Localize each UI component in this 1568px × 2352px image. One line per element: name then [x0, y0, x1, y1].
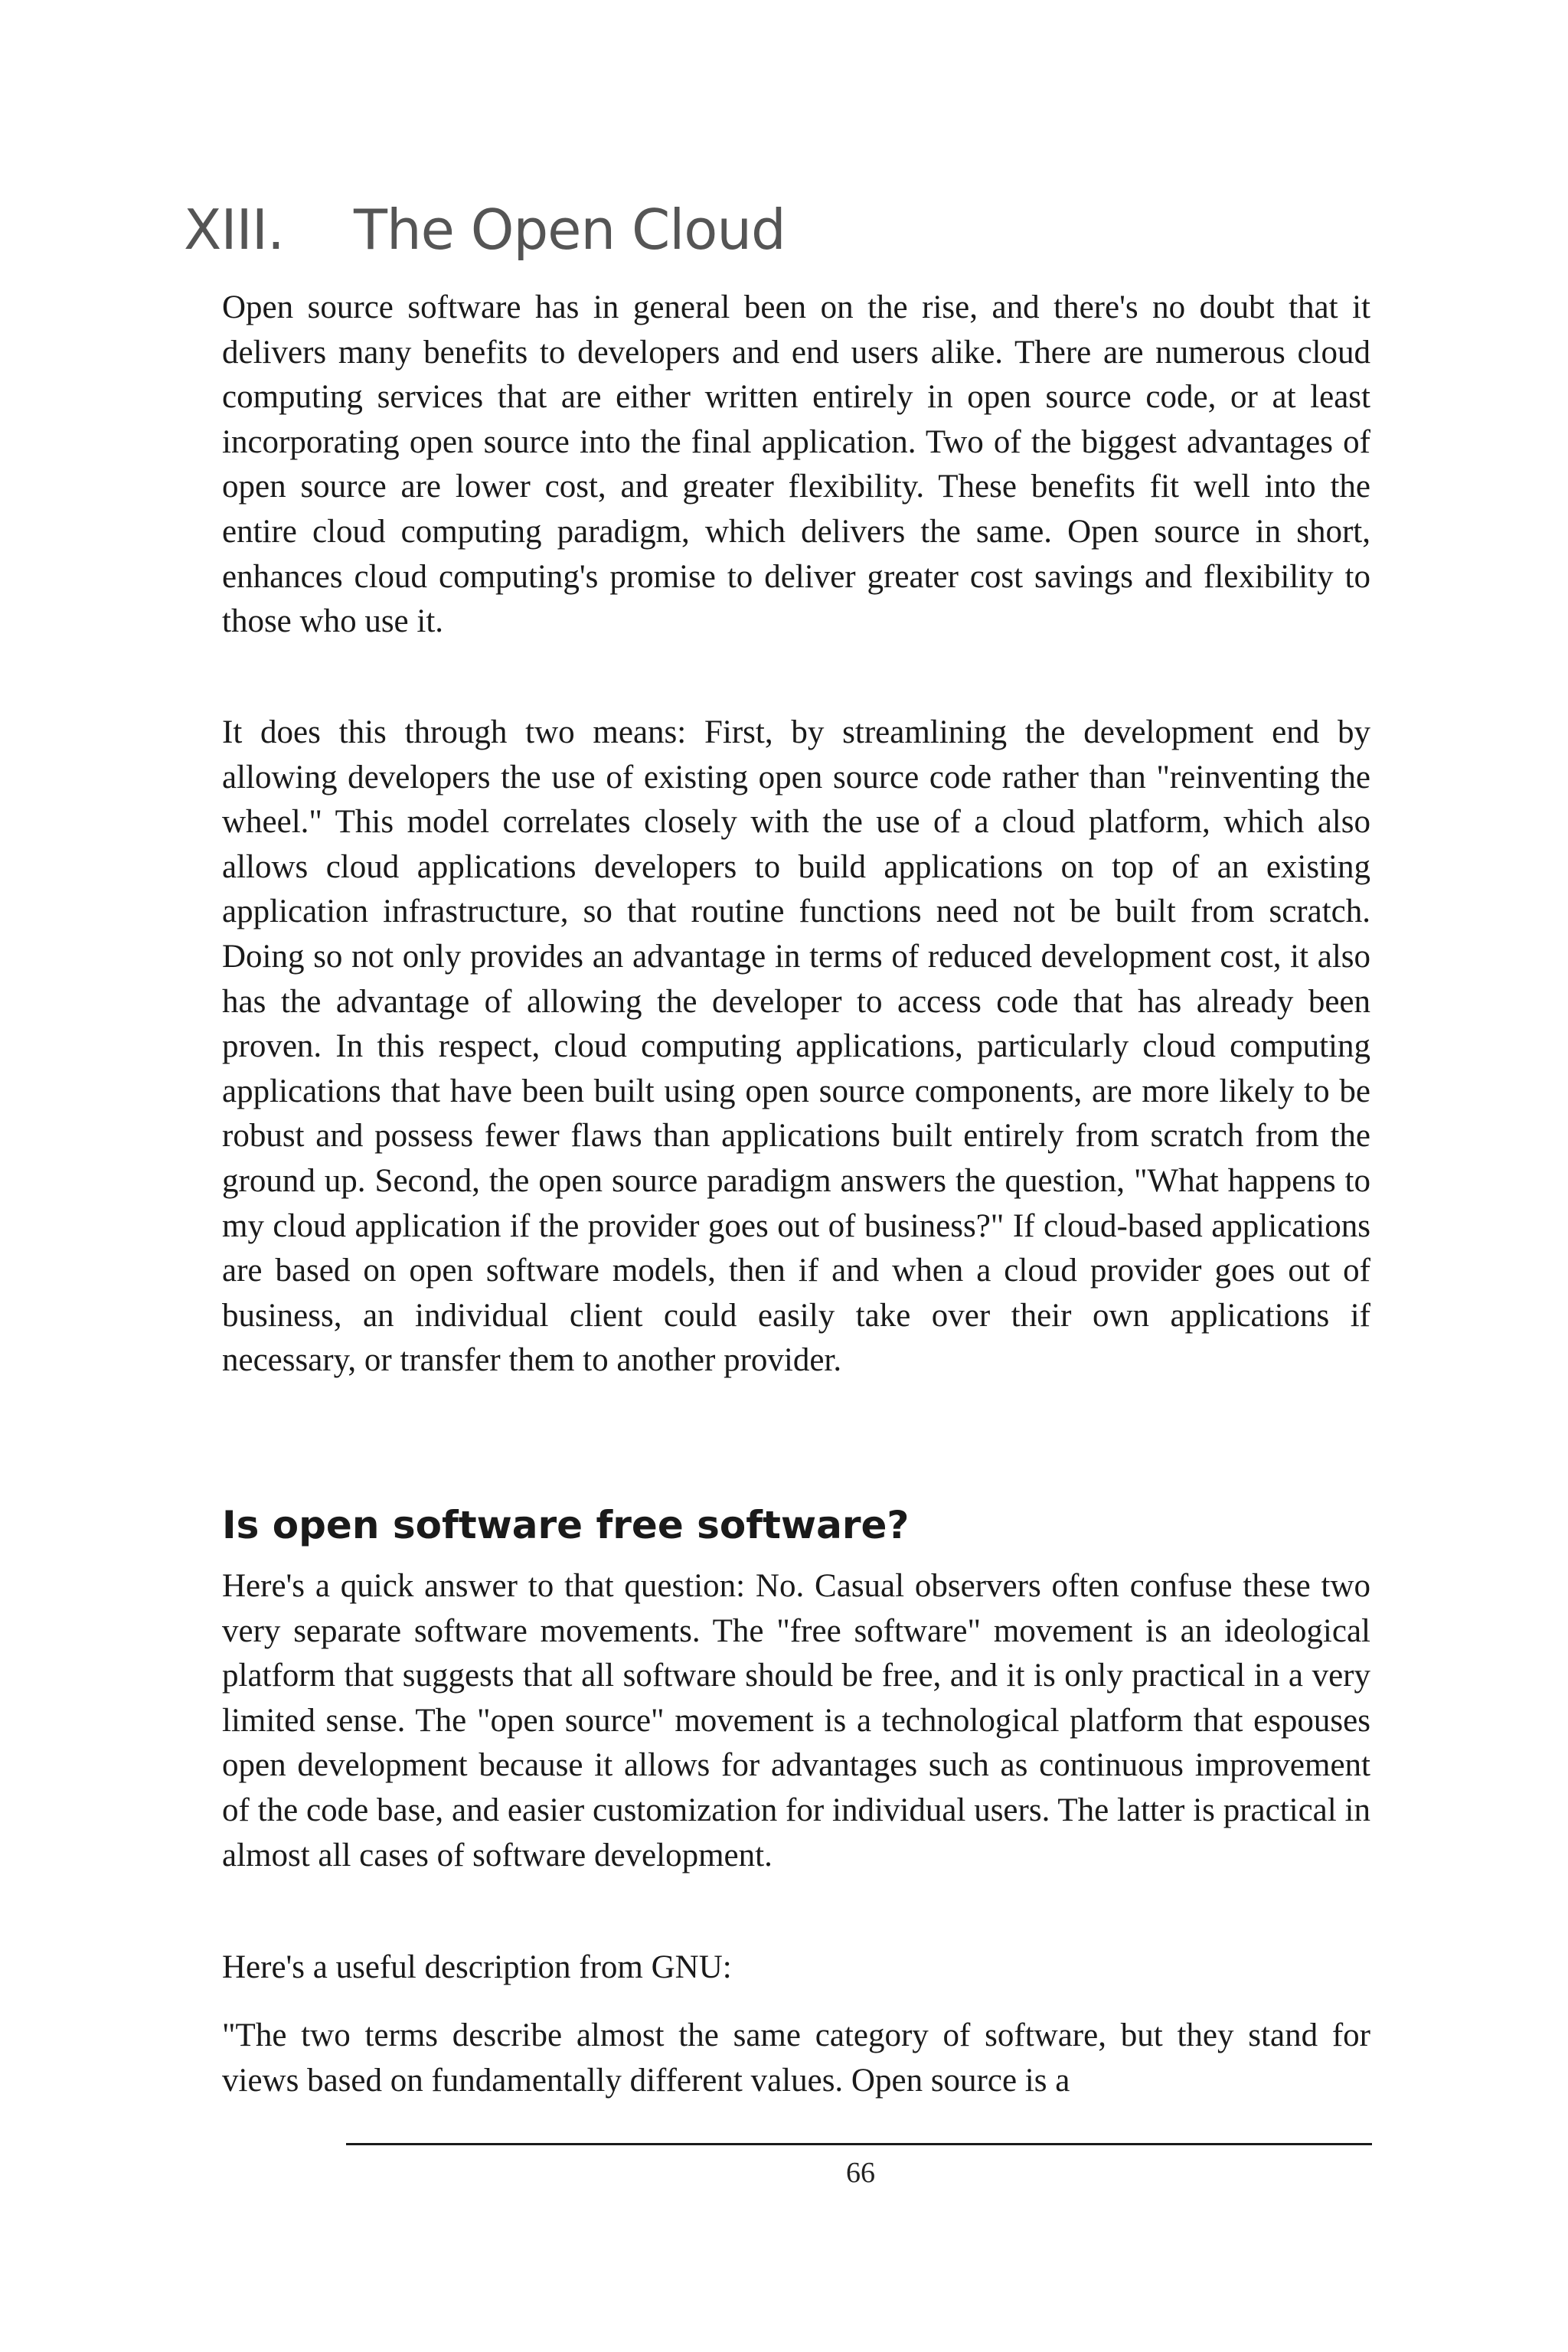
chapter-number: XIII. — [184, 198, 284, 262]
chapter-title — [184, 193, 786, 266]
page-number: 66 — [846, 2157, 875, 2189]
body-paragraph: Here's a quick answer to that question: No. Casual observers often confuse these two very separate software movements. The "free software" movement is an ideological platform that suggests that all software should be free, and it is only practical in a very limited sense. The "open source" movement is a technological platform that espouses open development because it allows for advantages such as continuous improvement of the code base, and easier customization for individual users. The latter is practical in almost all cases of software development. — [222, 1568, 1370, 1873]
body-paragraph: Here's a useful description from GNU: — [222, 1949, 732, 1985]
quote-paragraph: "The two terms describe almost the same category of software, but they stand for views based on fundamentally different values. Open source is a — [222, 2017, 1370, 2099]
section-heading: Is open software free software? — [222, 1503, 910, 1547]
body-paragraph: It does this through two means: First, by streamlining the development end by allowing developers the use of existing open source code rather than "reinventing the wheel." This model correlates closely with the use of a cloud platform, which also allows cloud applications developers to build applications on top of an existing application infrastructure, so that routine functions need not be built from scratch. Doing so not only provides an advantage in terms of reduced development cost, it also has the advantage of allowing the developer to access code that has already been proven. In this respect, cloud computing applications, particularly cloud computing applications that have been built using open source components, are more likely to be robust and possess fewer flaws than applications built entirely from scratch from the ground up. Second, the open source paradigm answers the question, "What happens to my cloud application if the provider goes out of business?" If cloud-based applications are based on open software models, then if and when a cloud provider goes out of business, an individual client could easily take over their own applications if necessary, or transfer them to another provider. — [222, 714, 1370, 1379]
footer-rule — [346, 2143, 1372, 2145]
body-paragraph: Open source software has in general been on the rise, and there's no doubt that it delivers many benefits to developers and end users alike. There are numerous cloud computing services that are either written entirely in open source code, or at least incorporating open source into the final application. Two of the biggest advantages of open source are lower cost, and greater flexibility. These benefits fit well into the entire cloud computing paradigm, which delivers the same. Open source in short, enhances cloud computing's promise to deliver greater cost savings and flexibility to those who use it. — [222, 289, 1370, 640]
chapter-title-text: The Open Cloud — [354, 198, 786, 262]
